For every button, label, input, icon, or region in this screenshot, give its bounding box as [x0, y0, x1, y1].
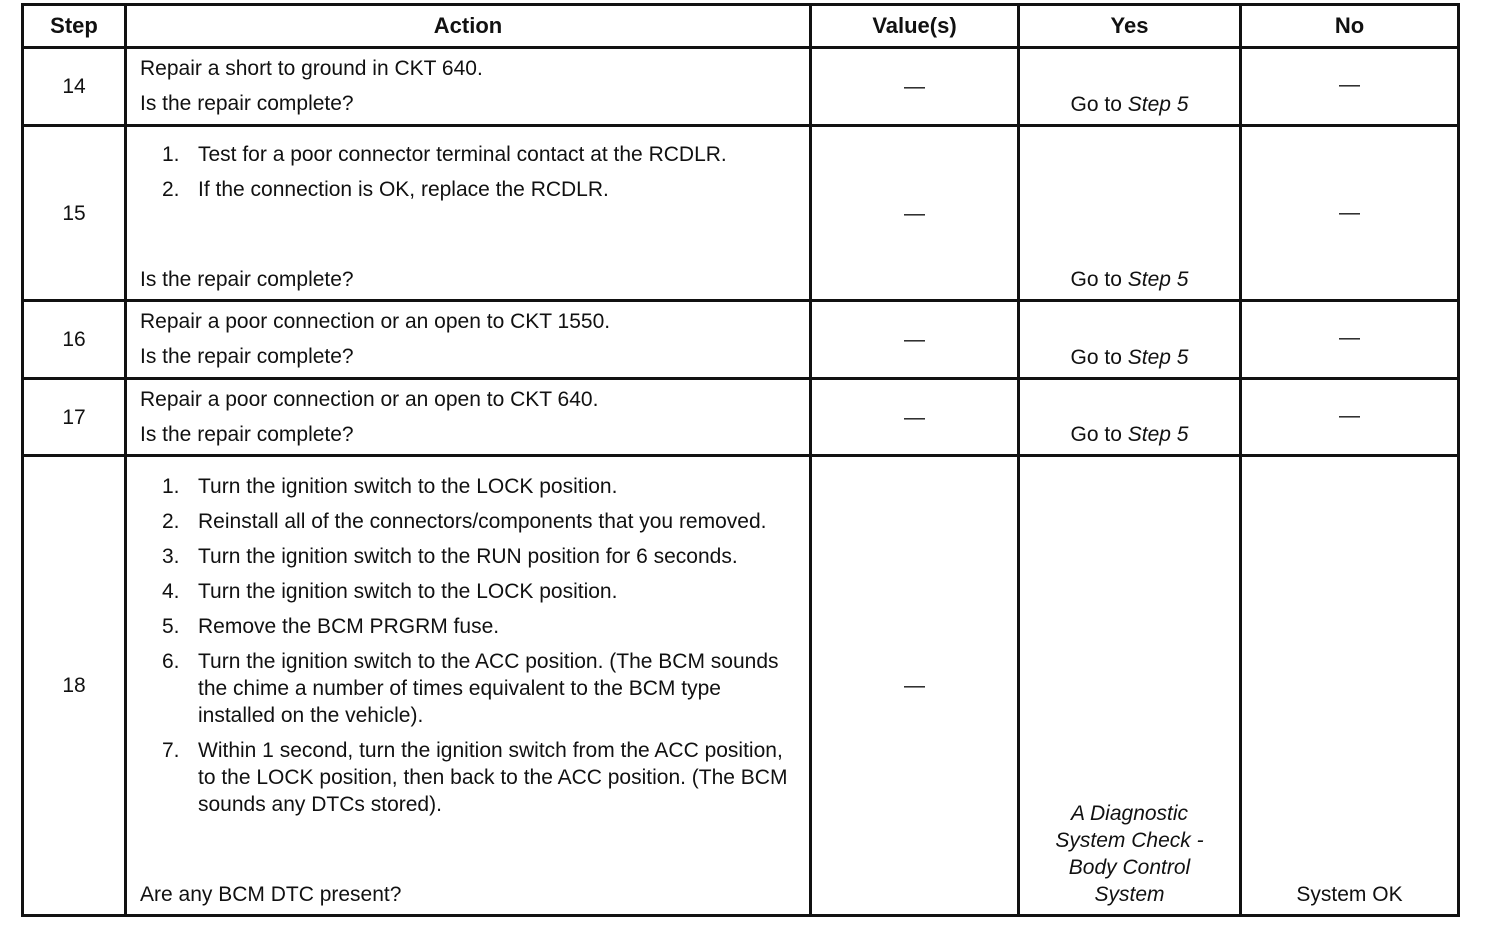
action-steps — [140, 473, 799, 818]
no-value: — — [1339, 201, 1360, 224]
action-cell — [126, 456, 811, 916]
list-item: 4. Turn the ignition switch to the LOCK position. — [162, 580, 618, 603]
table-row — [23, 126, 1459, 301]
action-text: Repair a poor connection or an open to CKT 1550. — [140, 310, 611, 333]
header-yes: Yes — [1019, 5, 1241, 48]
list-item: 1. Turn the ignition switch to the LOCK position. — [162, 475, 618, 498]
header-no: No — [1241, 5, 1459, 48]
no-cell — [1241, 456, 1459, 916]
list-item: 7. Within 1 second, turn the ignition switch from the ACC position, to the LOCK position, then back to the ACC position. (The BCM sounds any DTCs stored). — [162, 739, 788, 816]
no-cell — [1241, 301, 1459, 379]
header-values: Value(s) — [811, 5, 1019, 48]
yes-diagnostic-link[interactable]: A Diagnostic System Check - Body Control System — [1055, 802, 1204, 906]
list-item: 1. Test for a poor connector terminal contact at the RCDLR. — [162, 143, 727, 166]
action-steps — [140, 141, 799, 203]
action-question: Is the repair complete? — [140, 345, 354, 368]
action-question: Is the repair complete? — [140, 423, 354, 446]
value-cell: — — [811, 456, 1019, 916]
header-step: Step — [23, 5, 126, 48]
action-question: Are any BCM DTC present? — [140, 883, 402, 906]
yes-cell — [1019, 301, 1241, 379]
yes-cell — [1019, 48, 1241, 126]
action-text: Repair a poor connection or an open to CKT 640. — [140, 388, 599, 411]
no-cell — [1241, 126, 1459, 301]
yes-step-link[interactable]: Step 5 — [1127, 268, 1189, 291]
yes-prefix: Go to — [1070, 346, 1122, 369]
action-text: Repair a short to ground in CKT 640. — [140, 57, 483, 80]
step-number: 18 — [23, 456, 126, 916]
header-row — [23, 5, 1459, 48]
table-row — [23, 48, 1459, 126]
step-number: 16 — [23, 301, 126, 379]
no-value: — — [1339, 404, 1360, 427]
table-row — [23, 379, 1459, 456]
table-row — [23, 456, 1459, 916]
step-number: 17 — [23, 379, 126, 456]
list-item: 3. Turn the ignition switch to the RUN position for 6 seconds. — [162, 545, 738, 568]
yes-prefix: Go to — [1070, 423, 1122, 446]
list-item: 5. Remove the BCM PRGRM fuse. — [162, 615, 500, 638]
no-value: — — [1339, 73, 1360, 96]
list-item: 6. Turn the ignition switch to the ACC position. (The BCM sounds the chime a number of times equivalent to the BCM type installed on the vehicle). — [162, 650, 779, 727]
yes-cell — [1019, 126, 1241, 301]
no-cell — [1241, 379, 1459, 456]
yes-prefix: Go to — [1070, 93, 1122, 116]
action-question: Is the repair complete? — [140, 92, 354, 115]
step-number: 15 — [23, 126, 126, 301]
yes-step-link[interactable]: Step 5 — [1127, 346, 1189, 369]
no-cell — [1241, 48, 1459, 126]
no-value: — — [1339, 326, 1360, 349]
table-row — [23, 301, 1459, 379]
step-number: 14 — [23, 48, 126, 126]
action-cell — [126, 379, 811, 456]
yes-cell — [1019, 456, 1241, 916]
action-cell — [126, 301, 811, 379]
yes-prefix: Go to — [1070, 268, 1122, 291]
no-value: System OK — [1296, 883, 1403, 906]
value-cell: — — [811, 301, 1019, 379]
yes-cell — [1019, 379, 1241, 456]
action-cell — [126, 126, 811, 301]
action-question: Is the repair complete? — [140, 268, 354, 291]
yes-step-link[interactable]: Step 5 — [1127, 423, 1189, 446]
value-cell: — — [811, 379, 1019, 456]
yes-step-link[interactable]: Step 5 — [1127, 93, 1189, 116]
list-item: 2. Reinstall all of the connectors/components that you removed. — [162, 510, 767, 533]
value-cell: — — [811, 48, 1019, 126]
action-cell — [126, 48, 811, 126]
value-cell: — — [811, 126, 1019, 301]
header-action: Action — [126, 5, 811, 48]
list-item: 2. If the connection is OK, replace the RCDLR. — [162, 178, 609, 201]
diagnostic-table — [21, 3, 1460, 917]
